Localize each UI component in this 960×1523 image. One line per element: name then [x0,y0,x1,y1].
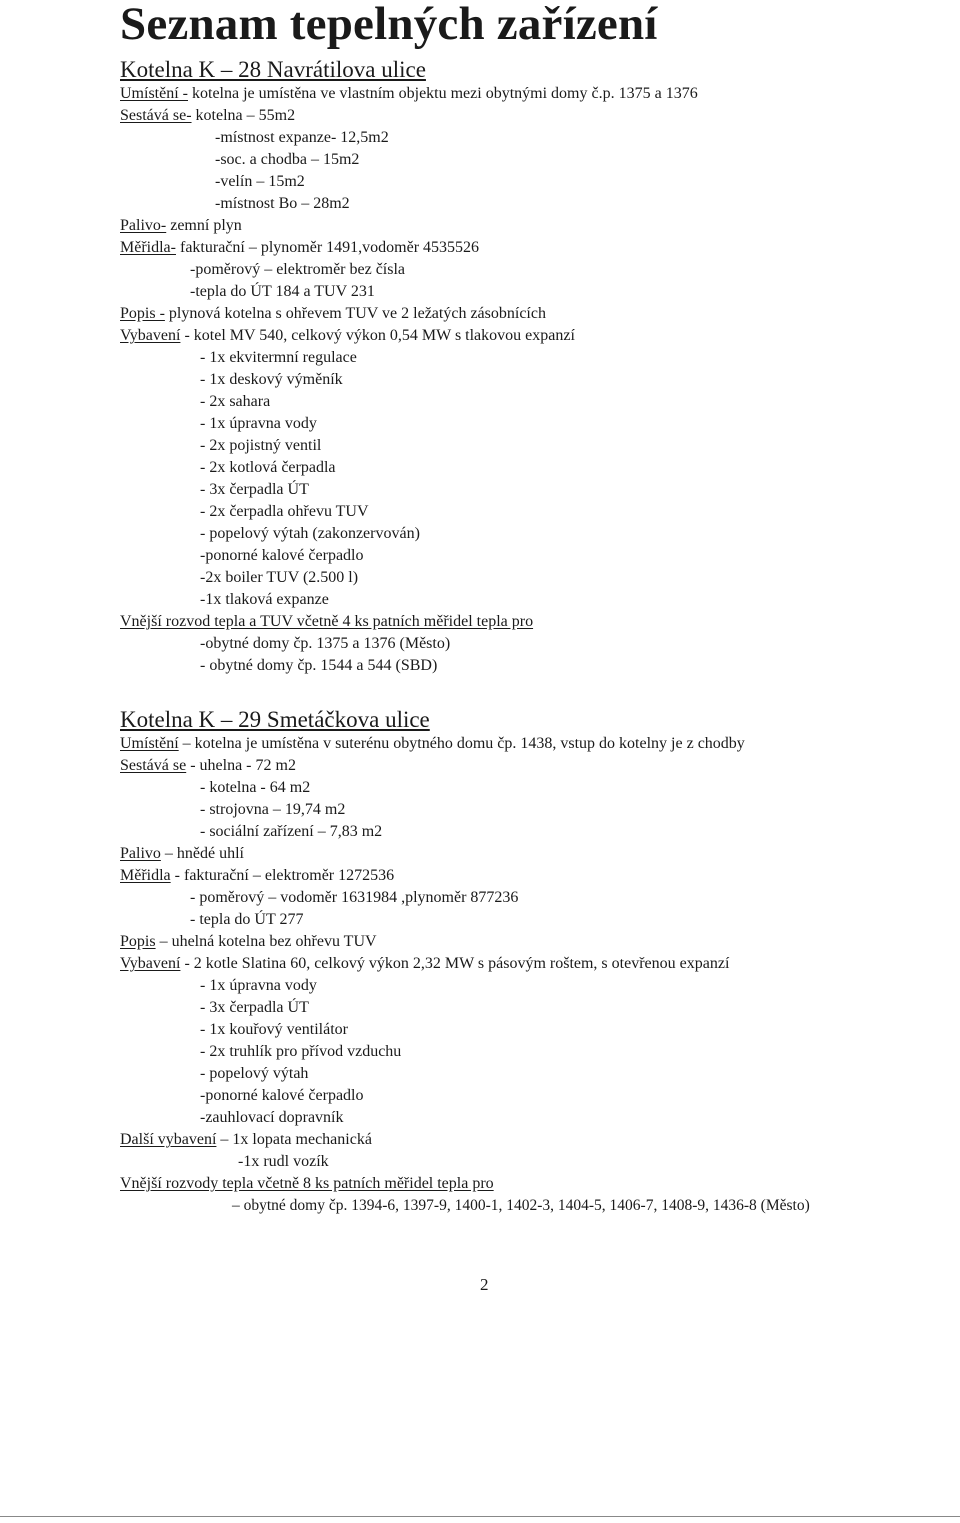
k28-vybaveni-item: -1x tlaková expanze [200,591,329,608]
k28-vnejsi-item: - obytné domy čp. 1544 a 544 (SBD) [200,657,438,674]
k29-vybaveni-item: - popelový výtah [200,1065,309,1082]
k28-meridla [120,238,479,258]
k29-vybaveni-item: - 2x truhlík pro přívod vzduchu [200,1043,402,1060]
k29-palivo-text: – hnědé uhlí [160,845,244,862]
k28-vybaveni-item: - 1x ekvitermní regulace [200,349,357,366]
k29-dalsi [120,1130,372,1150]
k29-sestava [120,756,296,776]
k29-popis-text: – uhelná kotelna bez ohřevu TUV [155,933,377,950]
k28-sestava-label: Sestává se- [120,107,192,124]
k29-umisteni [120,734,745,754]
k28-meridla-line: -poměrový – elektroměr bez čísla [190,261,406,278]
k29-vybaveni [120,954,729,974]
k28-meridla-label: Měřidla- [120,239,176,256]
k29-vybaveni-text: - 2 kotle Slatina 60, celkový výkon 2,32 MW s pásovým roštem, s otevřenou expanzí [180,955,730,972]
k29-popis [120,932,377,952]
k29-meridla-line: - poměrový – vodoměr 1631984 ,plynoměr 877236 [190,889,519,906]
k28-popis [120,304,546,324]
k28-palivo-text: zemní plyn [166,217,242,234]
k28-palivo [120,216,242,236]
k29-sestava-item: - strojovna – 19,74 m2 [200,801,346,818]
k28-sestava-item: -místnost expanze- 12,5m2 [215,129,389,146]
k29-meridla-text: - fakturační – elektroměr 1272536 [170,867,395,884]
k28-sestava-item: kotelna – 55m2 [195,107,296,124]
section-heading-k29: Kotelna K – 29 Smetáčkova ulice [120,707,430,732]
k29-meridla-line: - tepla do ÚT 277 [190,911,304,928]
k29-umisteni-text: – kotelna je umístěna v suterénu obytného domu čp. 1438, vstup do kotelny je z chodby [178,735,745,752]
k28-sestava-item: -místnost Bo – 28m2 [215,195,350,212]
k28-vybaveni-label: Vybavení [120,327,181,344]
k29-palivo [120,844,244,864]
k29-vybaveni-item: -zauhlovací dopravník [200,1109,344,1126]
k29-sestava-item: - sociální zařízení – 7,83 m2 [200,823,383,840]
k28-umisteni-label: Umístění - [120,85,188,102]
k28-vybaveni-item: -2x boiler TUV (2.500 l) [200,569,359,586]
k28-meridla-line: -tepla do ÚT 184 a TUV 231 [190,283,375,300]
k29-vnejsi-label: Vnější rozvody tepla včetně 8 ks patních měřidel tepla pro [120,1175,494,1192]
k28-vybaveni-text: - kotel MV 540, celkový výkon 0,54 MW s tlakovou expanzí [180,327,575,344]
k28-sestava-item: -velín – 15m2 [215,173,305,190]
k28-vybaveni-item: - 1x úpravna vody [200,415,317,432]
k29-vybaveni-item: -ponorné kalové čerpadlo [200,1087,364,1104]
k28-vybaveni-item: - 2x pojistný ventil [200,437,322,454]
k28-vybaveni-item: - 2x sahara [200,393,271,410]
k28-sestava [120,106,295,126]
k29-vybaveni-item: - 1x kouřový ventilátor [200,1021,348,1038]
page-number: 2 [480,1275,489,1294]
k29-sestava-item: - kotelna - 64 m2 [200,779,311,796]
k29-vybaveni-item: - 3x čerpadla ÚT [200,999,309,1016]
k28-meridla-text: fakturační – plynoměr 1491,vodoměr 4535526 [175,239,480,256]
k28-umisteni [120,84,698,104]
k28-vybaveni-item: - 1x deskový výměník [200,371,343,388]
k28-vybaveni [120,326,575,346]
k29-meridla-label: Měřidla [120,867,171,884]
k28-vybaveni-item: - 3x čerpadla ÚT [200,481,309,498]
k28-vybaveni-item: - 2x čerpadla ohřevu TUV [200,503,369,520]
section-heading-k28: Kotelna K – 28 Navrátilova ulice [120,57,426,82]
k29-dalsi-label: Další vybavení [120,1131,217,1148]
k28-popis-label: Popis - [120,305,165,322]
k29-dalsi-text: – 1x lopata mechanická [216,1131,372,1148]
footer-rule [0,1516,960,1517]
k29-dalsi-item: -1x rudl vozík [238,1153,329,1170]
k28-vnejsi-item: -obytné domy čp. 1375 a 1376 (Město) [200,635,451,652]
k29-umisteni-label: Umístění [120,735,179,752]
k29-vybaveni-item: - 1x úpravna vody [200,977,317,994]
k28-vybaveni-item: - 2x kotlová čerpadla [200,459,336,476]
page-title: Seznam tepelných zařízení [120,0,658,50]
k29-vnejsi-item: – obytné domy čp. 1394-6, 1397-9, 1400-1, 1402-3, 1404-5, 1406-7, 1408-9, 1436-8 (Město) [232,1197,810,1214]
k28-vnejsi-label: Vnější rozvod tepla a TUV včetně 4 ks patních měřidel tepla pro [120,613,534,630]
k28-vybaveni-item: - popelový výtah (zakonzervován) [200,525,420,542]
k29-popis-label: Popis [120,933,156,950]
k29-palivo-label: Palivo [120,845,161,862]
k29-vybaveni-label: Vybavení [120,955,181,972]
k29-sestava-label: Sestává se [120,757,187,774]
k29-sestava-first: - uhelna - 72 m2 [186,757,296,774]
k28-vybaveni-item: -ponorné kalové čerpadlo [200,547,364,564]
k28-umisteni-text: kotelna je umístěna ve vlastním objektu mezi obytnými domy č.p. 1375 a 1376 [188,85,698,102]
k28-popis-text: plynová kotelna s ohřevem TUV ve 2 ležatých zásobnících [164,305,546,322]
k29-meridla [120,866,394,886]
k28-palivo-label: Palivo- [120,217,167,234]
k28-sestava-item: -soc. a chodba – 15m2 [215,151,360,168]
